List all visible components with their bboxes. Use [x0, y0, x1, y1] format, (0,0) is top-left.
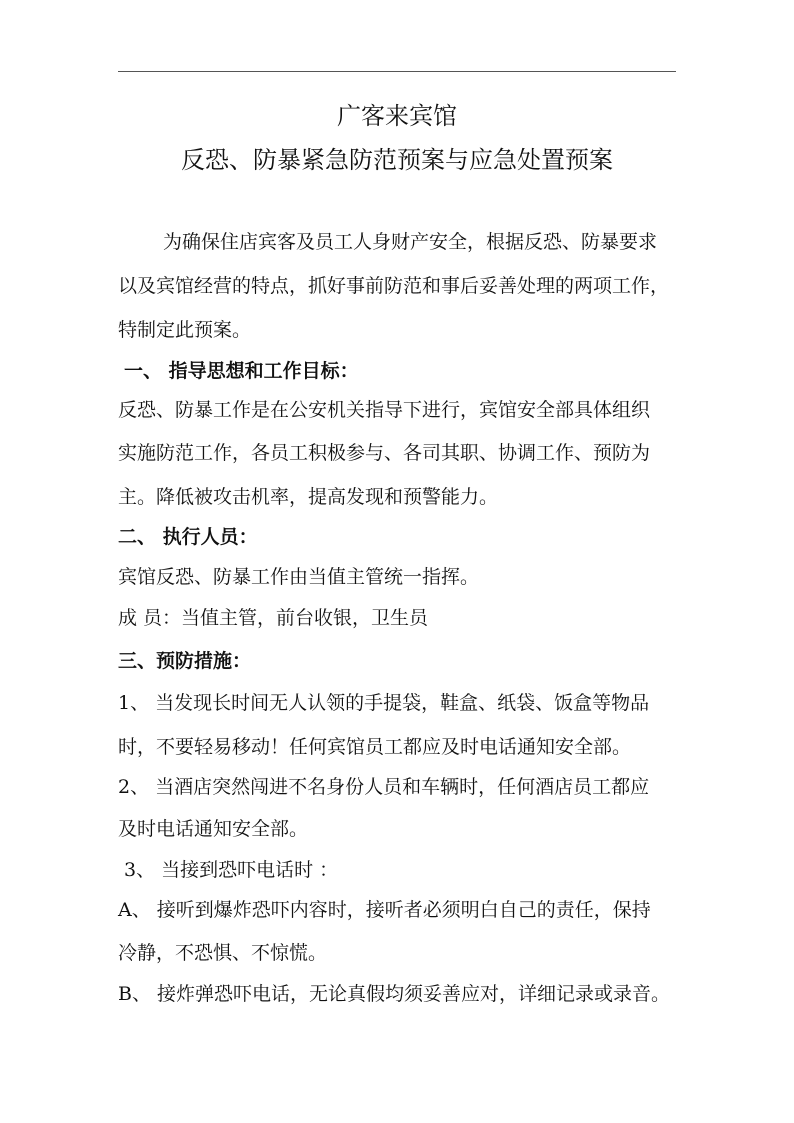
- section-heading-personnel: 二、 执行人员：: [118, 526, 258, 548]
- section-heading-guidelines: 一、 指导思想和工作目标：: [124, 360, 359, 382]
- body-line: 主。降低被攻击机率，提高发现和预警能力。: [118, 486, 499, 508]
- intro-line: 以及宾馆经营的特点，抓好事前防范和事后妥善处理的两项工作，: [118, 275, 670, 297]
- list-item: 及时电话通知安全部。: [118, 818, 309, 840]
- list-item: 2、 当酒店突然闯进不名身份人员和车辆时，任何酒店员工都应: [118, 776, 650, 798]
- list-item: 3、 当接到恐吓电话时 ：: [124, 859, 339, 881]
- body-line: 实施防范工作，各员工积极参与、各司其职、协调工作、预防为: [118, 442, 651, 464]
- body-line: 宾馆反恐、防暴工作由当值主管统一指挥。: [118, 566, 480, 588]
- list-item: 1、 当发现长时间无人认领的手提袋，鞋盒、纸袋、饭盒等物品: [118, 692, 650, 714]
- list-item: 冷静，不恐惧、不惊慌。: [118, 942, 328, 964]
- document-title: 广客来宾馆: [337, 102, 457, 130]
- intro-line: 为确保住店宾客及员工人身财产安全，根据反恐、防暴要求: [163, 231, 658, 253]
- body-line: 成 员：当值主管，前台收银，卫生员: [118, 607, 429, 629]
- list-item: 时，不要轻易移动！任何宾馆员工都应及时电话通知安全部。: [118, 736, 632, 758]
- header-rule: [118, 71, 676, 72]
- section-heading-measures: 三、预防措施：: [118, 650, 252, 672]
- list-item: B、 接炸弹恐吓电话，无论真假均须妥善应对，详细记录或录音。: [118, 983, 671, 1005]
- list-item: A、 接听到爆炸恐吓内容时，接听者必须明白自己的责任，保持: [118, 899, 651, 921]
- document-subtitle: 反恐、防暴紧急防范预案与应急处置预案: [181, 146, 613, 174]
- body-line: 反恐、防暴工作是在公安机关指导下进行，宾馆安全部具体组织: [118, 399, 651, 421]
- intro-line: 特制定此预案。: [118, 319, 252, 341]
